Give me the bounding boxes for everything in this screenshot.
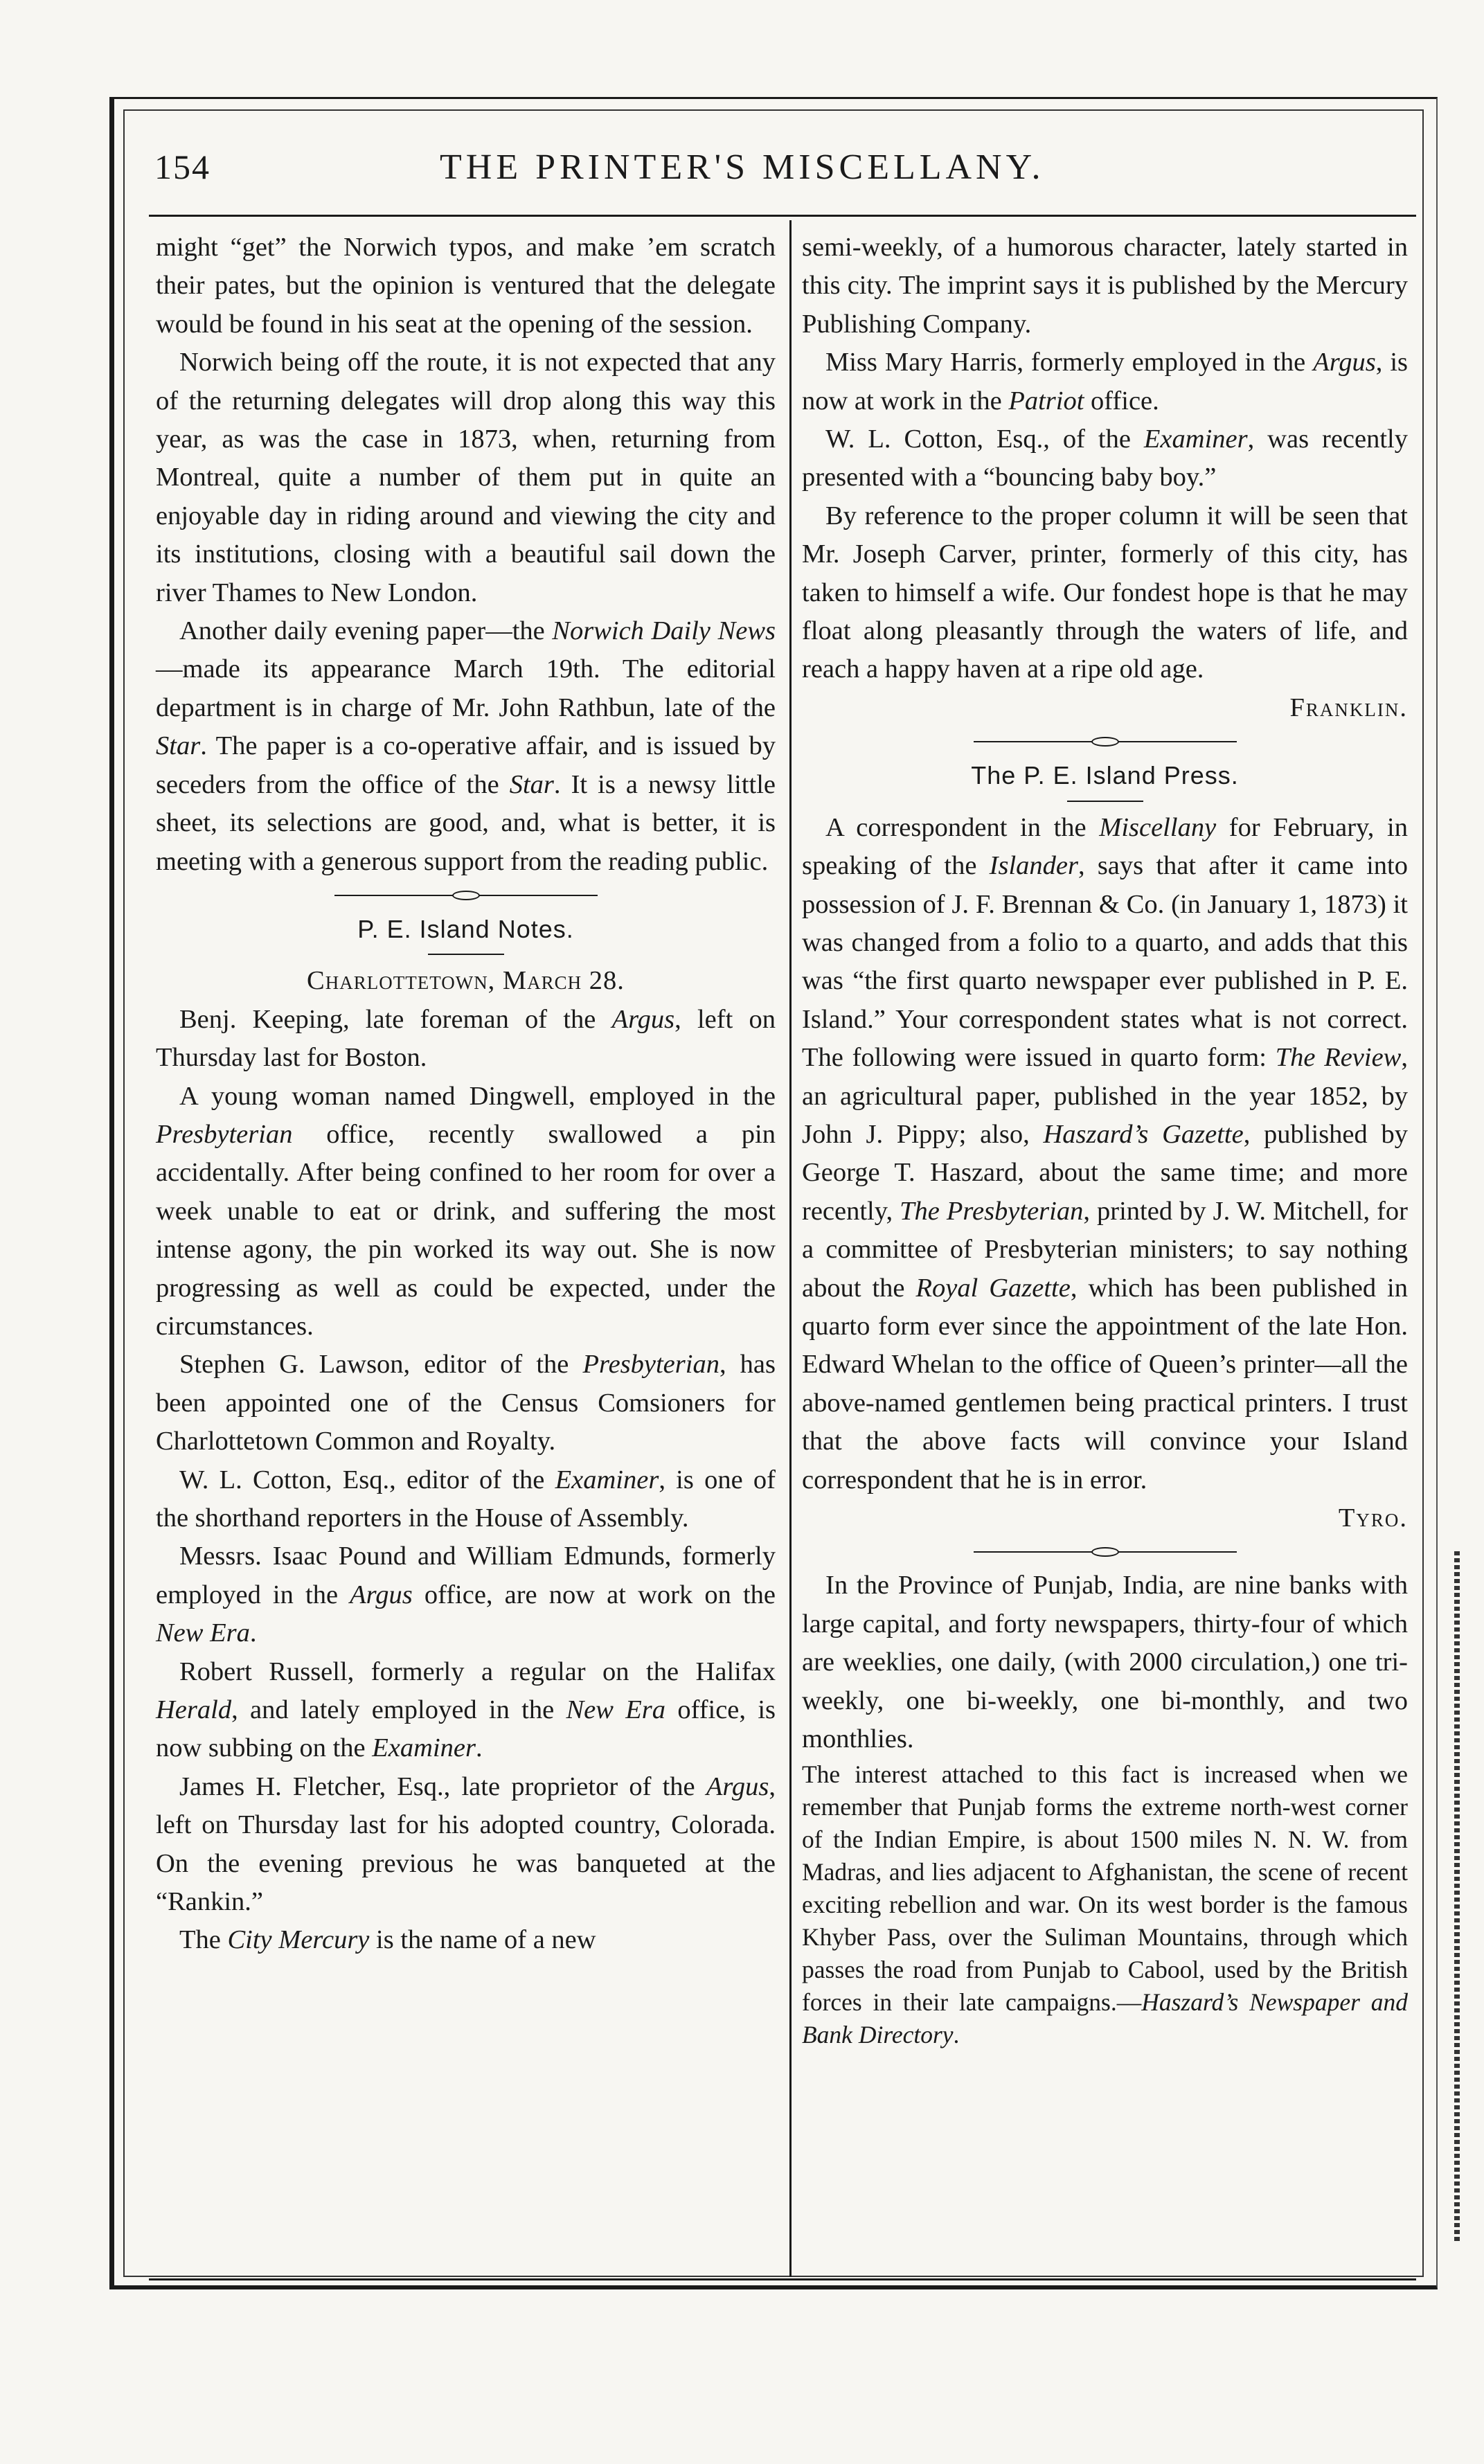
footer-rule — [149, 2278, 1416, 2280]
paragraph: The interest attached to this fact is increased when we remember that Punjab forms the extreme north-west corner of the Indian Empire, is about 1500 miles N. N. W. from Madras, and lies adjacent to Afghanistan, the scene of recent exciting rebellion and war. On its west border is the famous Khyber Pass, over the Suliman Mountains, through which passes the road from Punjab to Cabool, used by the British forces in their late campaigns.—Haszard’s Newspaper and Bank Directory. — [802, 1760, 1408, 2049]
scan-edge-mark — [1454, 1551, 1460, 2244]
paragraph: W. L. Cotton, Esq., of the Examiner, was recently presented with a “bouncing baby boy.” — [802, 425, 1408, 492]
paragraph: semi-weekly, of a humorous character, lately started in this city. The imprint says it is published by the Mercury Publishing Company. — [802, 233, 1408, 339]
section-heading: P. E. Island Notes. — [156, 910, 776, 955]
paragraph: James H. Fletcher, Esq., late proprietor of the Argus, left on Thursday last for his adopted country, Colorada. On the evening previous he was banqueted at the “Rankin.” — [156, 1771, 776, 1917]
paragraph: A young woman named Dingwell, employed in the Presbyterian office, recently swallowed a pin accidentally. After being confined to her room for over a week unable to eat or drink, and suffering the most intense agony, the pin worked its way out. She is now progressing as well as could be expected, under the circumstances. — [156, 1081, 776, 1341]
paragraph: By reference to the proper column it will be seen that Mr. Joseph Carver, printer, formerly of this city, has taken to himself a wife. Our fondest hope is that he may float along pleasantly through the waters of life, and reach a happy haven at a ripe old age. — [802, 501, 1408, 684]
signature: Franklin. — [1289, 693, 1408, 722]
paragraph: Messrs. Isaac Pound and William Edmunds, formerly employed in the Argus office, are now at work on the New Era. — [156, 1542, 776, 1648]
paragraph: Benj. Keeping, late foreman of the Argus, left on Thursday last for Boston. — [156, 1004, 776, 1073]
paragraph: Miss Mary Harris, formerly employed in the Argus, is now at work in the Patriot office. — [802, 348, 1408, 416]
left-column — [156, 229, 776, 1960]
paragraph: Norwich being off the route, it is not expected that any of the returning delegates will drop along this way this year, as was the case in 1873, when, returning from Montreal, quite a number of them put in quite an enjoyable day in riding around and viewing the city and its institutions, closing with a beautiful sail down the river Thames to New London. — [156, 348, 776, 607]
ornament-divider — [974, 737, 1237, 747]
signature: Tyro. — [1338, 1503, 1408, 1533]
ornament-divider — [974, 1547, 1237, 1557]
right-column — [802, 229, 1408, 2051]
paragraph: Robert Russell, formerly a regular on the Halifax Herald, and lately employed in the New Era office, is now subbing on the Examiner. — [156, 1657, 776, 1763]
paragraph: Another daily evening paper—the Norwich Daily News—made its appearance March 19th. The editorial department is in charge of Mr. John Rathbun, late of the Star. The paper is a co-operative affair, and is issued by seceders from the office of the Star. It is a newsy little sheet, its selections are good, and, what is better, it is meeting with a generous support from the reading public. — [156, 616, 776, 876]
paragraph: A correspondent in the Miscellany for February, in speaking of the Islander, says that after it came into possession of J. F. Brennan & Co. (in January 1, 1873) it was changed from a folio to a quarto, and adds that this was “the first quarto newspaper ever published in P. E. Island.” Your correspondent states what is not correct. The following were issued in quarto form: The Review, an agricultural paper, published in the year 1852, by John J. Pippy; also, Haszard’s Gazette, published by George T. Haszard, about the same time; and more recently, The Presbyterian, printed by J. W. Mitchell, for a committee of Presbyterian ministers; to say nothing about the Royal Gazette, which has been published in quarto form ever since the appointment of the late Hon. Edward Whelan to the office of Queen’s printer—all the above-named gentlemen being practical printers. I trust that the above facts will convince your Island correspondent that he is in error. — [802, 812, 1409, 1494]
page-number: 154 — [154, 148, 211, 186]
paragraph: In the Province of Punjab, India, are nine banks with large capital, and forty newspapers, thirty-four of which are weeklies, one daily, (with 2000 circulation,) one tri-weekly, one bi-weekly, one bi-monthly, and two monthlies. — [802, 1571, 1408, 1754]
header-rule — [149, 215, 1416, 217]
section-heading: The P. E. Island Press. — [802, 756, 1408, 801]
paragraph: The City Mercury is the name of a new — [179, 1925, 596, 1955]
paragraph: W. L. Cotton, Esq., editor of the Examiner, is one of the shorthand reporters in the House of Assembly. — [156, 1465, 776, 1533]
running-title: THE PRINTER'S MISCELLANY. — [440, 148, 1045, 187]
page-header — [149, 147, 1409, 209]
ornament-divider — [334, 891, 598, 900]
dateline: Charlottetown, March 28. — [307, 966, 625, 996]
column-divider — [789, 220, 792, 2277]
paragraph: Stephen G. Lawson, editor of the Presbyterian, has been appointed one of the Census Comsioners for Charlottetown Common and Royalty. — [156, 1350, 776, 1456]
paragraph: might “get” the Norwich typos, and make ’em scratch their pates, but the opinion is ventured that the delegate would be found in his seat at the opening of the session. — [156, 233, 776, 339]
